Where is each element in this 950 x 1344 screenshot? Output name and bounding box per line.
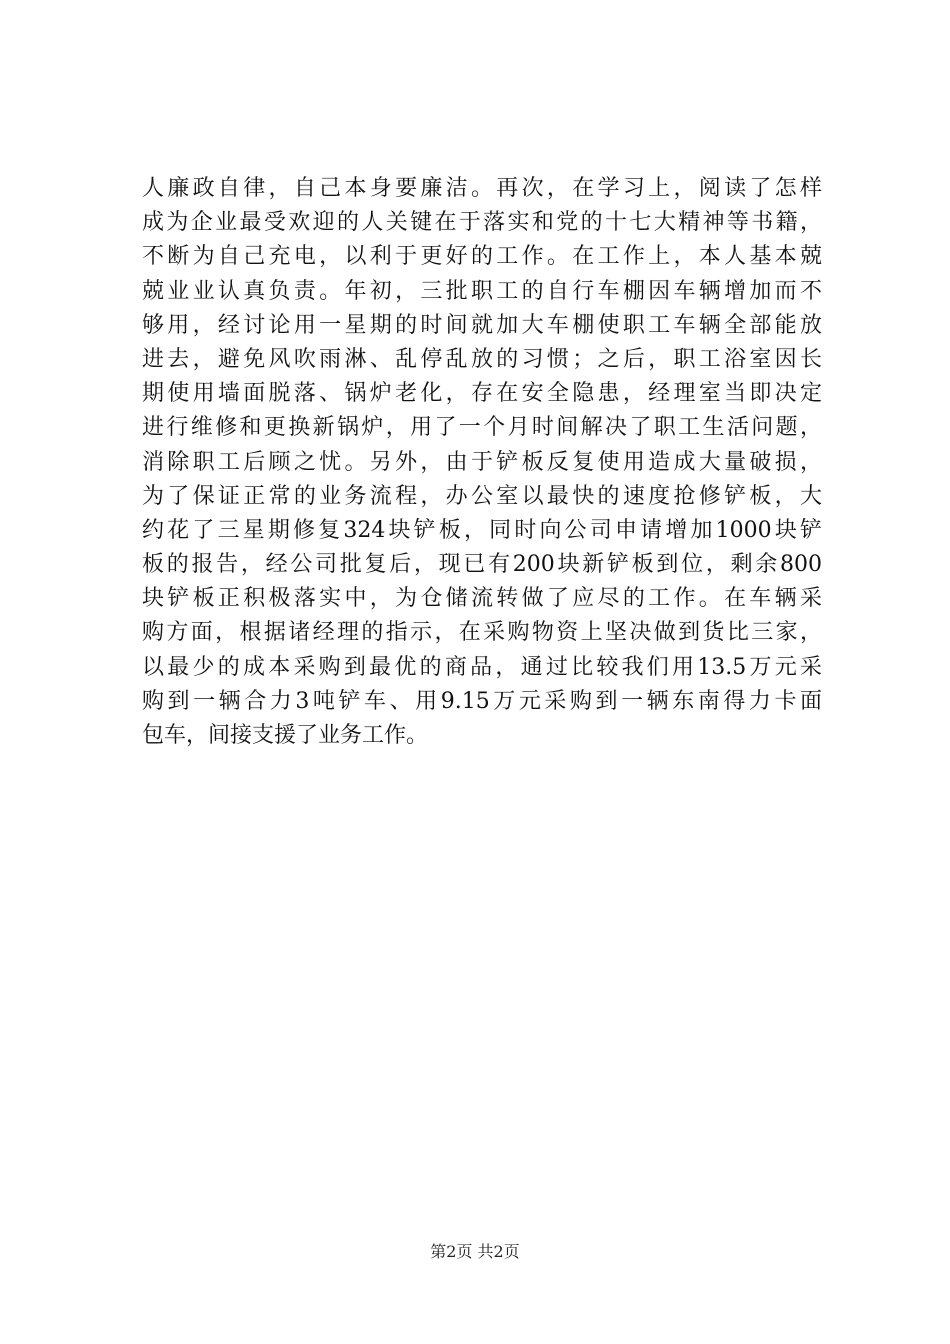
text-line: 够用，经讨论用一星期的时间就加大车棚使职工车辆全部能放 bbox=[142, 312, 822, 338]
page-footer bbox=[0, 1240, 950, 1264]
body-paragraph bbox=[142, 172, 822, 753]
text-line: 购到一辆合力3吨铲车、用9.15万元采购到一辆东南得力卡面 bbox=[142, 688, 822, 714]
text-line: 包车，间接支援了业务工作。 bbox=[142, 723, 429, 748]
text-line: 消除职工后顾之忧。另外，由于铲板反复使用造成大量破损， bbox=[142, 449, 822, 475]
text-line: 兢业业认真负责。年初，三批职工的自行车棚因车辆增加而不 bbox=[142, 278, 822, 304]
text-line: 进去，避免风吹雨淋、乱停乱放的习惯；之后，职工浴室因长 bbox=[142, 346, 822, 372]
text-line: 成为企业最受欢迎的人关键在于落实和党的十七大精神等书籍， bbox=[142, 210, 822, 236]
text-line: 为了保证正常的业务流程，办公室以最快的速度抢修铲板，大 bbox=[142, 483, 822, 509]
text-line: 不断为自己充电，以利于更好的工作。在工作上，本人基本兢 bbox=[142, 244, 822, 270]
text-line: 块铲板正积极落实中，为仓储流转做了应尽的工作。在车辆采 bbox=[142, 586, 822, 612]
text-line: 期使用墙面脱落、锅炉老化，存在安全隐患，经理室当即决定 bbox=[142, 381, 822, 407]
page-number-label: 第2页 共2页 bbox=[430, 1242, 520, 1261]
text-line: 购方面，根据诸经理的指示，在采购物资上坚决做到货比三家， bbox=[142, 620, 822, 646]
text-line: 板的报告，经公司批复后，现已有200块新铲板到位，剩余800 bbox=[142, 552, 822, 578]
text-line: 以最少的成本采购到最优的商品，通过比较我们用13.5万元采 bbox=[142, 654, 822, 680]
text-line: 人廉政自律，自己本身要廉洁。再次，在学习上，阅读了怎样 bbox=[142, 176, 822, 201]
text-line: 约花了三星期修复324块铲板，同时向公司申请增加1000块铲 bbox=[142, 517, 822, 543]
text-line: 进行维修和更换新锅炉，用了一个月时间解决了职工生活问题， bbox=[142, 415, 822, 441]
